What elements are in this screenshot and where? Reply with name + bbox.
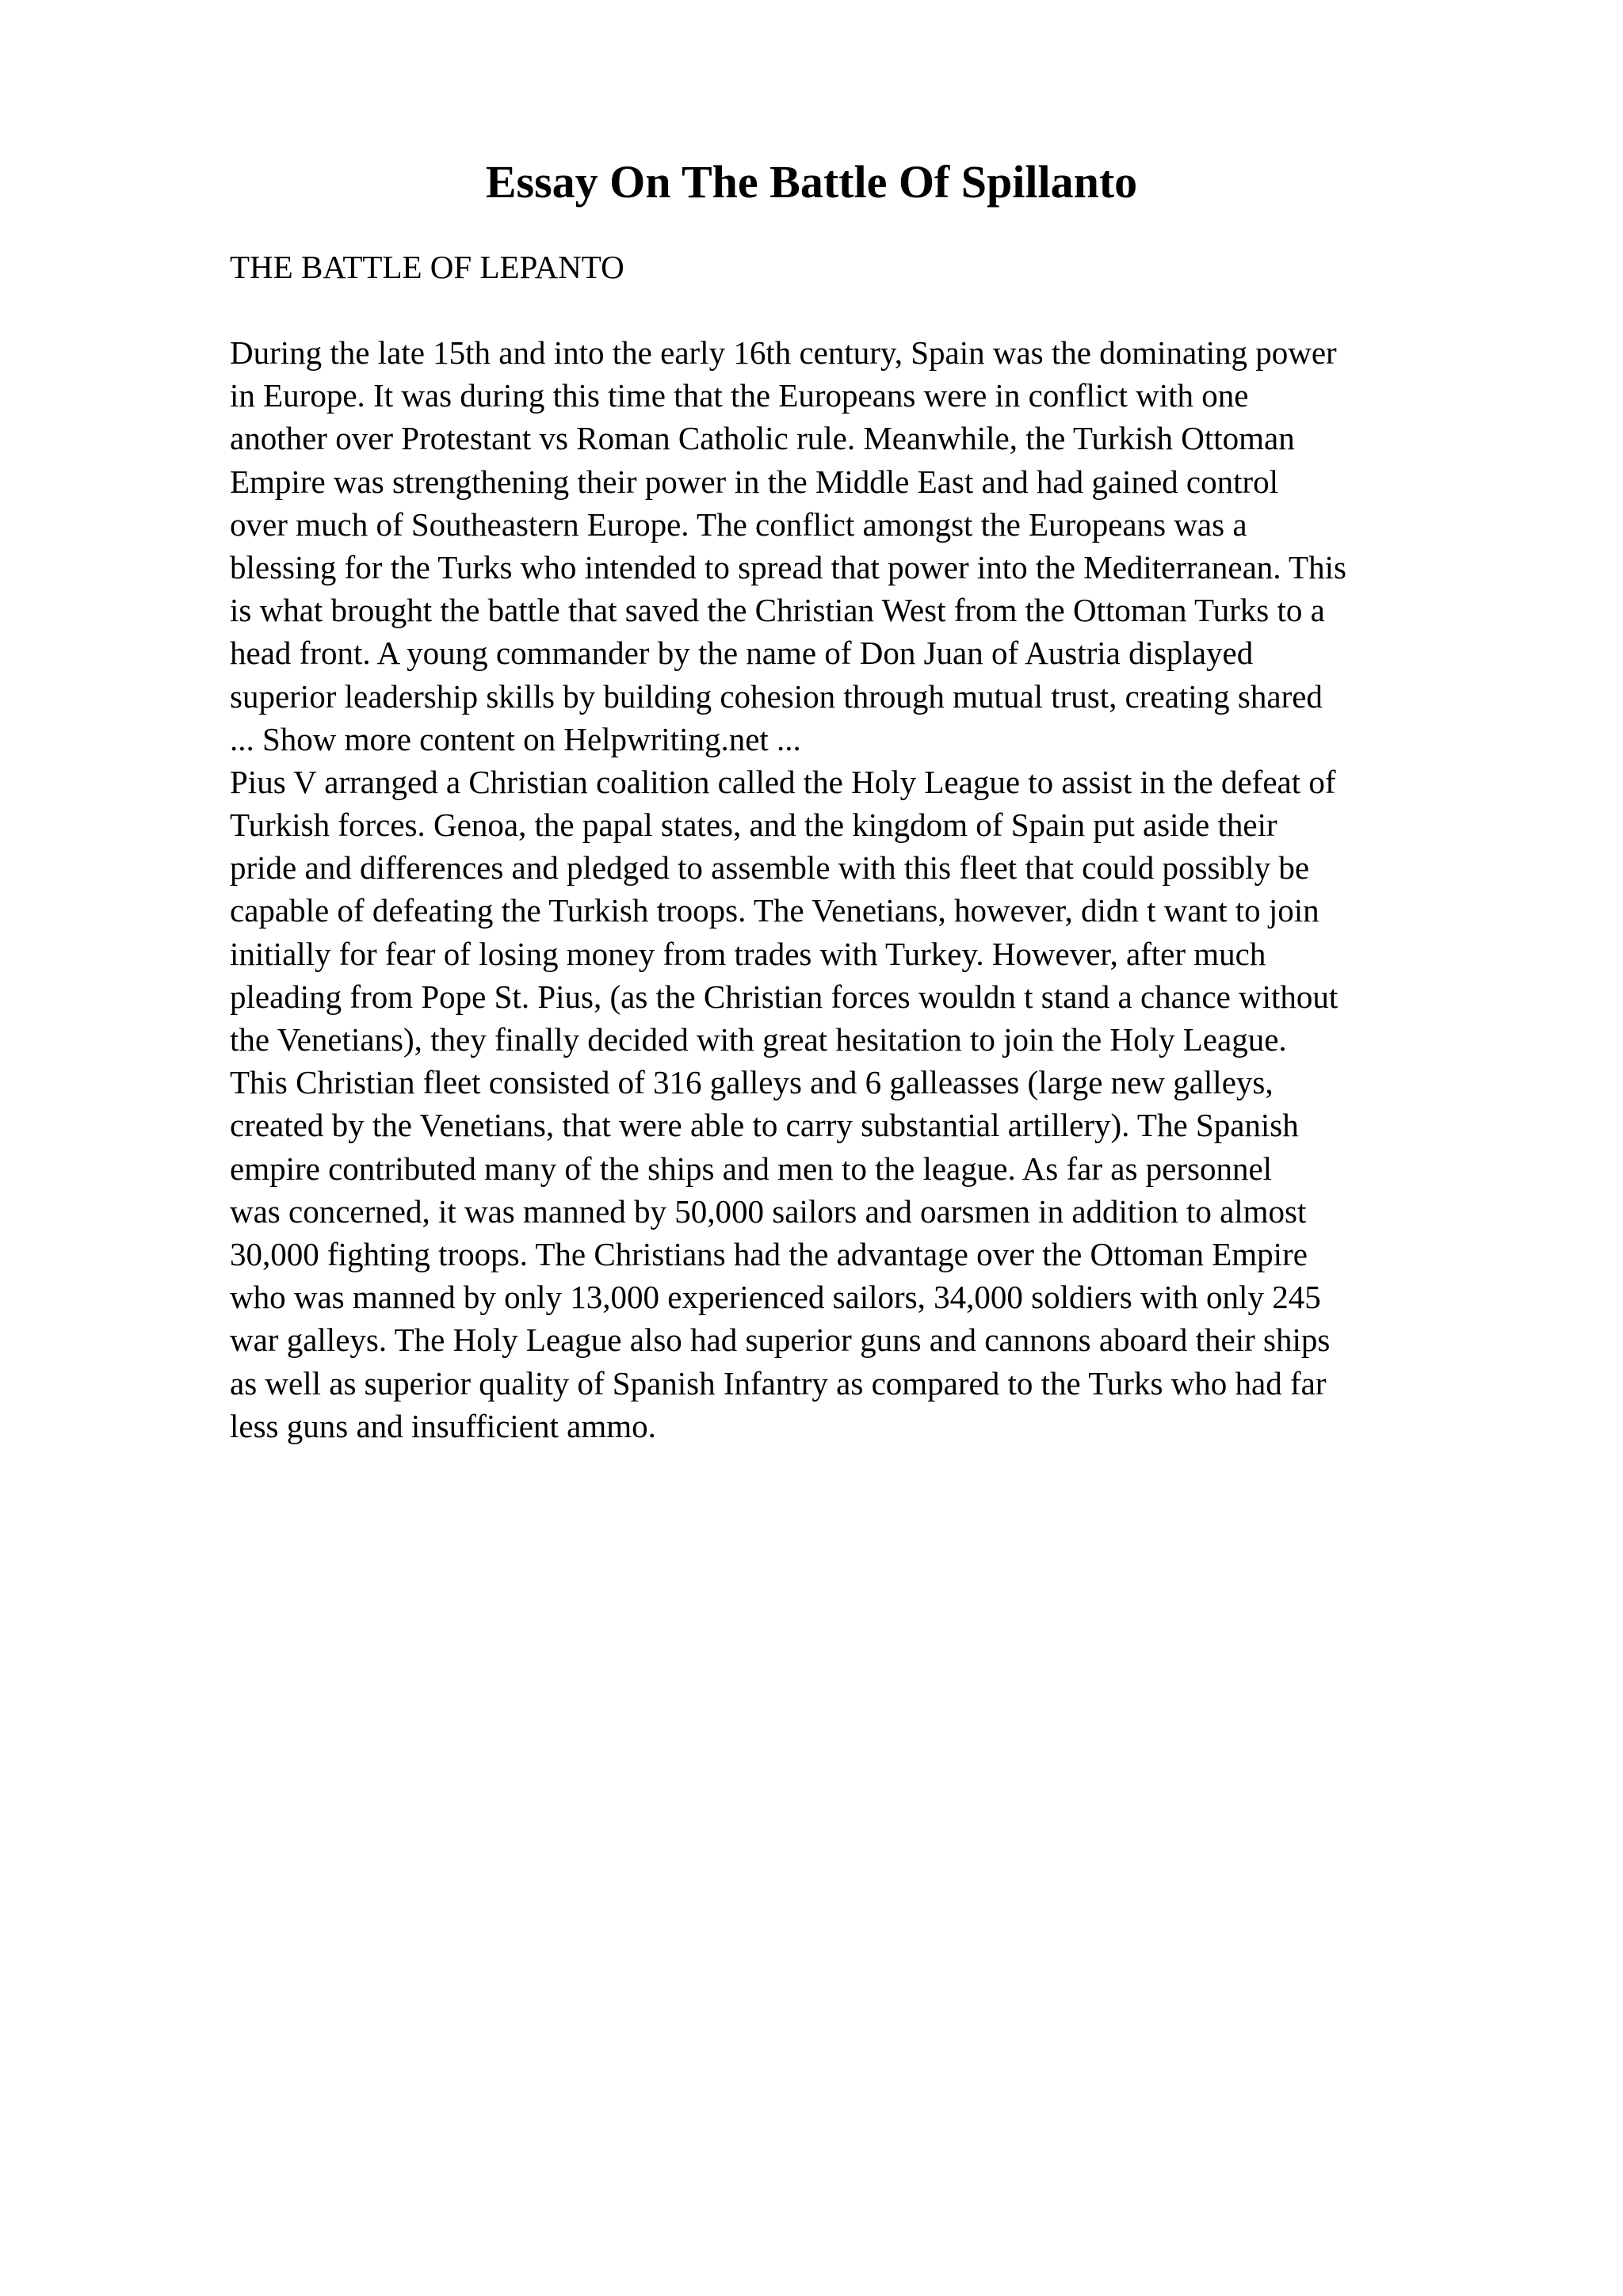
- document-title: Essay On The Battle Of Spillanto: [485, 156, 1138, 208]
- text-line: empire contributed many of the ships and men to the league. As far as personnel: [230, 1150, 1273, 1187]
- text-line: created by the Venetians, that were able to carry substantial artillery). The Spanish: [230, 1107, 1299, 1144]
- text-line: pleading from Pope St. Pius, (as the Christian forces wouldn t stand a chance without: [230, 978, 1338, 1015]
- text-line: over much of Southeastern Europe. The conflict amongst the Europeans was a: [230, 505, 1247, 543]
- text-line: initially for fear of losing money from trades with Turkey. However, after much: [230, 935, 1266, 972]
- text-line: blessing for the Turks who intended to spread that power into the Mediterranean. This: [230, 548, 1346, 585]
- text-line: is what brought the battle that saved the Christian West from the Ottoman Turks to a: [230, 592, 1325, 629]
- show-more-notice: ... Show more content on Helpwriting.net ...: [230, 720, 801, 757]
- text-line: who was manned by only 13,000 experienced sailors, 34,000 soldiers with only 245: [230, 1279, 1321, 1316]
- text-line: pride and differences and pledged to assemble with this fleet that could possibly be: [230, 849, 1310, 887]
- text-line: This Christian fleet consisted of 316 galleys and 6 galleasses (large new galleys,: [230, 1064, 1274, 1101]
- text-line: capable of defeating the Turkish troops. The Venetians, however, didn t want to join: [230, 892, 1319, 929]
- text-line: During the late 15th and into the early 16th century, Spain was the dominating power: [230, 334, 1337, 371]
- text-line: head front. A young commander by the name of Don Juan of Austria displayed: [230, 635, 1254, 672]
- text-line: Empire was strengthening their power in the Middle East and had gained control: [230, 463, 1279, 500]
- text-line: less guns and insufficient ammo.: [230, 1407, 656, 1444]
- text-line: Turkish forces. Genoa, the papal states, and the kingdom of Spain put aside their: [230, 807, 1277, 844]
- text-line: Pius V arranged a Christian coalition called the Holy League to assist in the defeat of: [230, 763, 1336, 800]
- essay-body: [230, 331, 1514, 1447]
- section-heading: THE BATTLE OF LEPANTO: [230, 249, 624, 285]
- text-line: 30,000 fighting troops. The Christians had the advantage over the Ottoman Empire: [230, 1235, 1308, 1272]
- text-line: another over Protestant vs Roman Catholic rule. Meanwhile, the Turkish Ottoman: [230, 420, 1295, 457]
- text-line: as well as superior quality of Spanish Infantry as compared to the Turks who had far: [230, 1364, 1327, 1402]
- text-line: was concerned, it was manned by 50,000 sailors and oarsmen in addition to almost: [230, 1192, 1307, 1230]
- text-line: the Venetians), they finally decided with great hesitation to join the Holy League.: [230, 1021, 1287, 1058]
- text-line: superior leadership skills by building cohesion through mutual trust, creating shared: [230, 677, 1323, 715]
- text-line: in Europe. It was during this time that the Europeans were in conflict with one: [230, 377, 1249, 414]
- text-line: war galleys. The Holy League also had superior guns and cannons aboard their ships: [230, 1322, 1331, 1359]
